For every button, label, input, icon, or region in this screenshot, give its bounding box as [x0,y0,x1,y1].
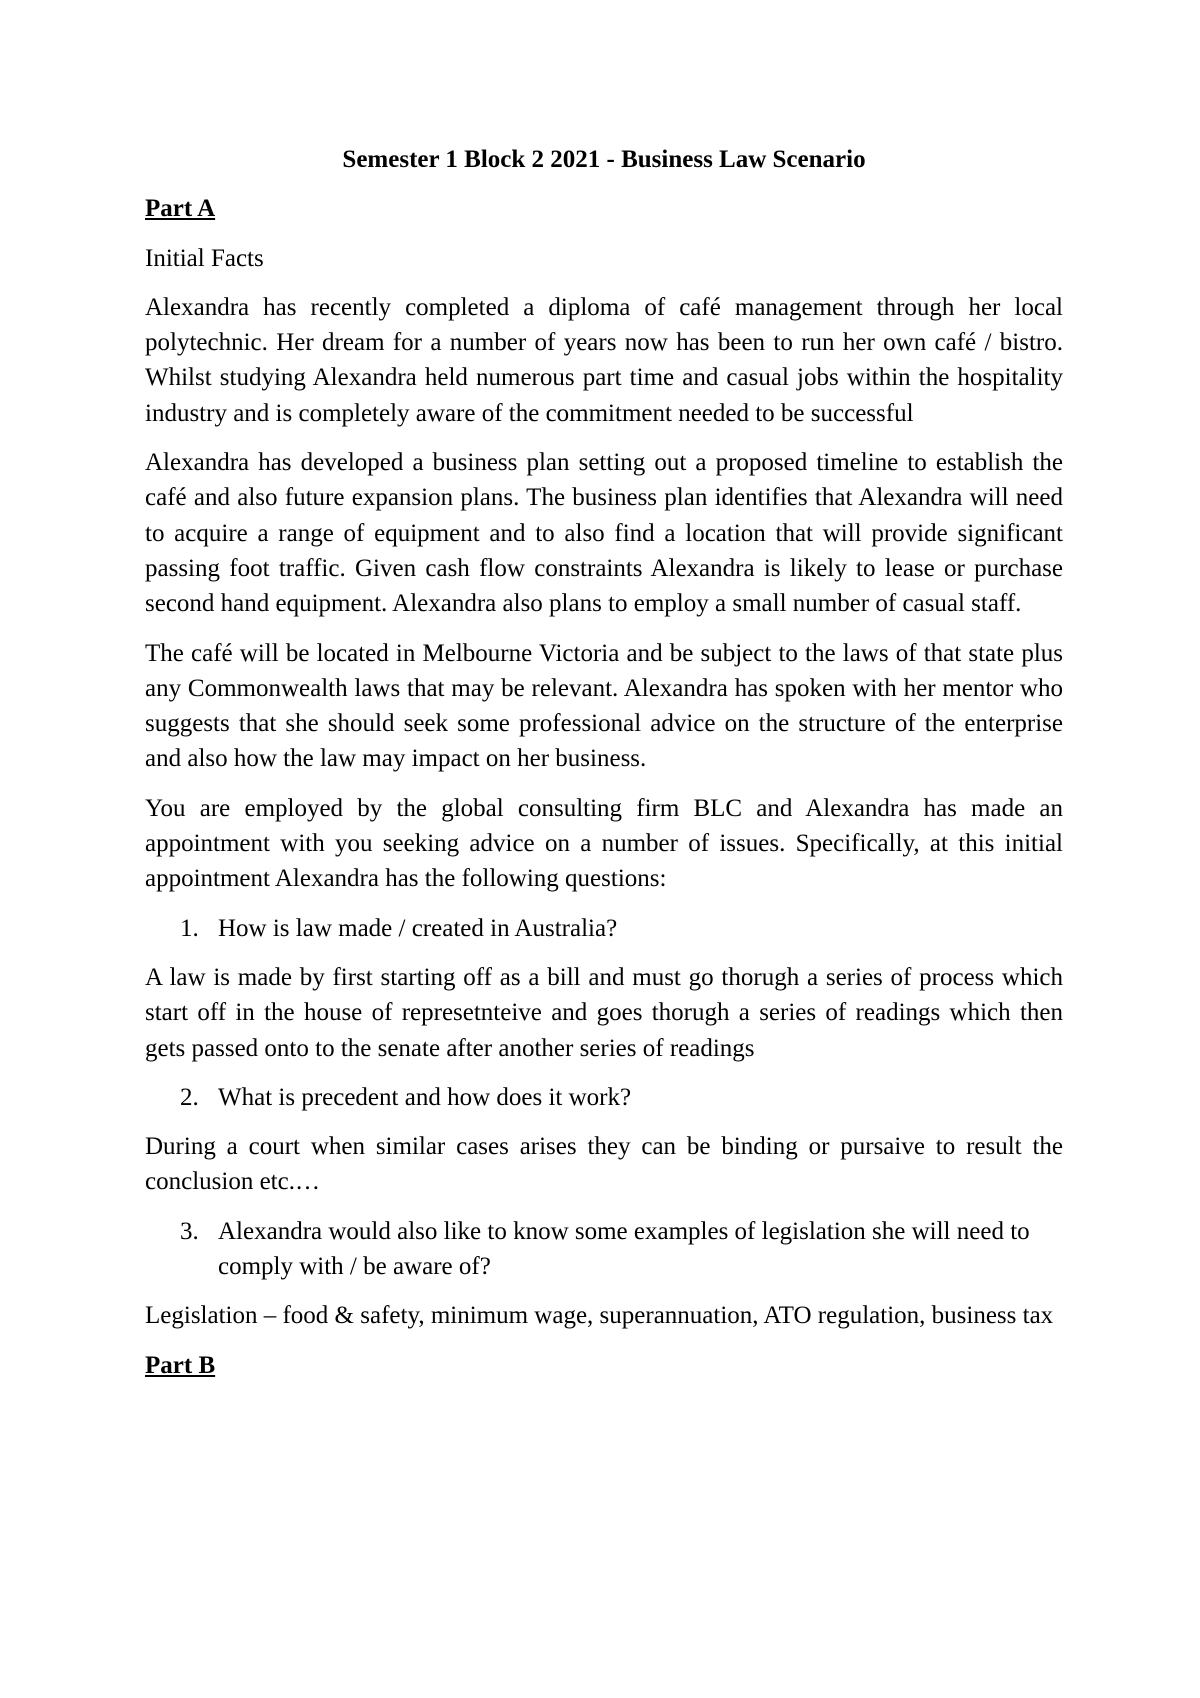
part-b-heading: Part B [145,1351,216,1379]
part-a-heading: Part A [145,195,216,223]
document-body [145,142,1063,1397]
question-number: 1. [180,914,199,942]
document-title: Semester 1 Block 2 2021 - Business Law Scenario [342,146,866,173]
question-text: Alexandra would also like to know some examples of legislation she will need to comply with / be aware of? [218,1217,1030,1281]
initial-facts-subheading: Initial Facts [145,244,264,272]
answer-1: A law is made by first starting off as a bill and must go thorugh a series of process which start off in the house of represetnteive and goes thorugh a series of readings which then gets passed onto to the senate after another series of readings [145,963,1063,1062]
paragraph-2: Alexandra has developed a business plan setting out a proposed timeline to establish the café and also future expansion plans. The business plan identifies that Alexandra will need to acquire a range of equipment and to also find a location that will provide significant passing foot traffic. Given cash flow constraints Alexandra is likely to lease or purchase second hand equipment. Alexandra also plans to employ a small number of casual staff. [145,449,1063,618]
question-text: What is precedent and how does it work? [218,1083,632,1111]
question-1 [145,911,1063,946]
paragraph-3: The café will be located in Melbourne Victoria and be subject to the laws of that state plus any Commonwealth laws that may be relevant. Alexandra has spoken with her mentor who suggests that she should seek some professional advice on the structure of the enterprise and also how the law may impact on her business. [145,639,1063,773]
answer-2: During a court when similar cases arises they can be binding or pursaive to result the conclusion etc.… [145,1133,1063,1196]
paragraph-1: Alexandra has recently completed a diploma of café management through her local polytechnic. Her dream for a number of years now has been to run her own café / bistro. Whilst studying Alexandra held numerous part time and casual jobs within the hospitality industry and is completely aware of the commitment needed to be successful [145,293,1063,427]
question-2 [145,1080,1063,1115]
question-number: 2. [180,1083,199,1111]
question-3 [145,1214,1063,1285]
paragraph-4: You are employed by the global consulting firm BLC and Alexandra has made an appointment with you seeking advice on a number of issues. Specifically, at this initial appointment Alexandra has the following questions: [145,794,1063,893]
question-number: 3. [180,1217,199,1245]
answer-3: Legislation – food & safety, minimum wage, superannuation, ATO regulation, business tax [145,1302,1054,1330]
question-text: How is law made / created in Australia? [218,914,618,942]
